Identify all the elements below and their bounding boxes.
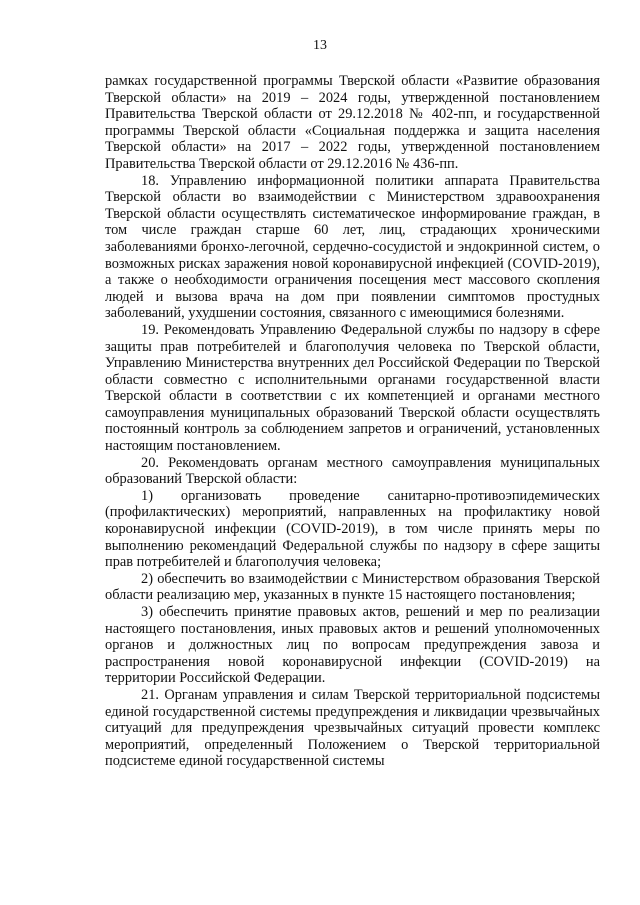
page-number: 13 — [313, 38, 327, 53]
paragraph-continuation: рамках государственной программы Тверской области «Развитие образования Тверской области» на 2019 – 2024 годы, утвержденной постановлением Правительства Тверской области от 29.12.2018 № 402-пп, и государственной программы Тверской области «Социальная поддержка и защита населения Тверской области» на 2017 – 2022 годы, утвержденной постановлением Правительства Тверской области от 29.12.2016 № 436-пп. — [105, 73, 600, 172]
paragraph-item-20: 20. Рекомендовать органам местного самоуправления муниципальных образований Тверской области: — [105, 454, 600, 488]
paragraph-item-20-1: 1) организовать проведение санитарно-противоэпидемических (профилактических) мероприятий, направленных на профилактику новой коронавирусной инфекции (COVID-2019), в том числе принять меры по выполнению рекомендаций Федеральной службы по надзору в сфере защиты прав потребителей и благополучия человека; — [105, 487, 600, 571]
paragraph-item-19: 19. Рекомендовать Управлению Федеральной службы по надзору в сфере защиты прав потребителей и благополучия человека по Тверской области, Управлению Министерства внутренних дел Российской Федерации по Тверской области совместно с исполнительными органами государственной власти Тверской области в соответствии с их компетенцией и органами местного самоуправления муниципальных образований Тверской области осуществлять постоянный контроль за соблюдением запретов и ограничений, установленных настоящим постановлением. — [105, 321, 600, 455]
paragraph-item-20-3: 3) обеспечить принятие правовых актов, решений и мер по реализации настоящего постановления, иных правовых актов и решений уполномоченных органов и должностных лиц по вопросам предупреждения завоза и распространения новой коронавирусной инфекции (COVID-2019) на территории Российской Федерации. — [105, 604, 600, 687]
paragraph-item-21: 21. Органам управления и силам Тверской территориальной подсистемы единой государственной системы предупреждения и ликвидации чрезвычайных ситуаций для предупреждения чрезвычайных ситуаций провести комплекс мероприятий, определенный Положением о Тверской территориальной подсистеме единой государственной системы — [105, 686, 600, 770]
paragraph-item-18: 18. Управлению информационной политики аппарата Правительства Тверской области во взаимодействии с Министерством здравоохранения Тверской области осуществлять систематическое информирование граждан, в том числе граждан старше 60 лет, лиц, страдающих хроническими заболеваниями бронхо-легочной, сердечно-сосудистой и эндокринной систем, о возможных рисках заражения новой коронавирусной инфекцией (COVID-2019), а также о необходимости ограничения посещения мест массового скопления людей и вызова врача на дом при появлении симптомов простудных заболеваний, ухудшении состояния, связанного с имеющимися болезнями. — [105, 172, 600, 322]
paragraph-item-20-2: 2) обеспечить во взаимодействии с Министерством образования Тверской области реализацию мер, указанных в пункте 15 настоящего постановления; — [105, 570, 600, 604]
document-body — [105, 73, 600, 770]
